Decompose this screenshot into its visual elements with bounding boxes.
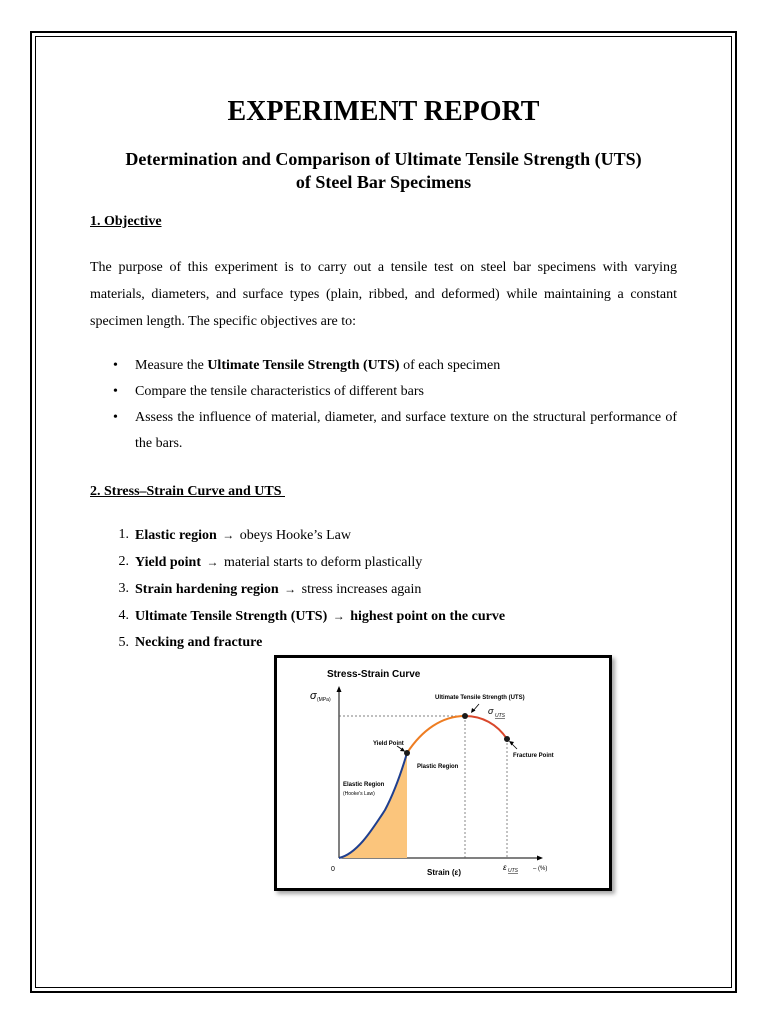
bullet-text: Assess the influence of material, diameter, and surface texture on the structural performance of the bars.	[135, 410, 677, 451]
curve-stage-item	[118, 576, 677, 603]
objective-paragraph: The purpose of this experiment is to carry out a tensile test on steel bar specimens with varying materials, diameters, and surface types (plain, ribbed, and deformed) while maintaining a constant specimen length. The specific objectives are to:	[90, 260, 677, 329]
elastic-region-fill	[339, 753, 407, 858]
objective-bullet	[135, 353, 677, 379]
item-bold-text: Necking and fracture	[135, 635, 263, 650]
item-number: 5.	[118, 635, 129, 650]
plastic-curve	[407, 716, 465, 753]
item-text: obeys Hooke’s Law	[239, 528, 351, 543]
eps-uts-symbol: ε	[503, 863, 507, 872]
item-bold-text: Elastic region	[135, 528, 217, 543]
item-number: 4.	[118, 608, 129, 623]
arrow-icon: →	[222, 528, 235, 542]
item-bold-text: Ultimate Tensile Strength (UTS)	[135, 609, 328, 624]
subtitle-line-1: Determination and Comparison of Ultimate Tensile Strength (UTS)	[125, 149, 642, 169]
objective-heading: 1. Objective	[90, 214, 162, 229]
item-bold-text: Strain hardening region	[135, 582, 279, 597]
report-subtitle	[90, 148, 677, 194]
x-axis-label: Strain (ε)	[427, 868, 462, 877]
item-bold-text: Yield point	[135, 555, 201, 570]
item-text: stress increases again	[301, 582, 422, 597]
arrow-icon: →	[206, 555, 219, 569]
curve-stage-item	[118, 630, 677, 656]
x-axis-unit: – (%)	[533, 866, 548, 872]
bullet-text: Measure the	[135, 358, 208, 373]
figure-title: Stress-Strain Curve	[327, 669, 421, 680]
stress-strain-diagram	[277, 658, 609, 888]
y-axis-arrowhead	[337, 686, 342, 692]
x-axis-arrowhead	[537, 856, 543, 861]
objective-bullet	[135, 405, 677, 457]
objective-bullet-list	[135, 353, 677, 457]
fracture-point-label: Fracture Point	[513, 753, 554, 759]
item-bold-text: highest point on the curve	[350, 609, 506, 624]
curve-stage-item	[118, 549, 677, 576]
report-title: EXPERIMENT REPORT	[227, 96, 540, 127]
uts-point-marker	[462, 713, 468, 719]
objective-bullet	[135, 379, 677, 405]
bullet-text: of each specimen	[399, 358, 501, 373]
arrow-icon: →	[332, 609, 345, 623]
necking-curve	[465, 716, 507, 739]
y-axis-unit: (MPa)	[317, 697, 331, 703]
item-number: 2.	[118, 554, 129, 569]
curve-stage-list	[118, 522, 677, 656]
elastic-region-sublabel: (Hooke's Law)	[343, 791, 375, 797]
item-number: 1.	[118, 527, 129, 542]
elastic-region-label: Elastic Region	[343, 782, 385, 788]
yield-point-marker	[404, 750, 410, 756]
eps-uts-sub: UTS	[508, 868, 518, 874]
stress-strain-figure	[274, 655, 612, 891]
y-axis-symbol: σ	[310, 690, 317, 702]
curve-stage-item	[118, 603, 677, 630]
arrow-icon: →	[284, 582, 297, 596]
sigma-uts-sub: UTS	[495, 713, 505, 719]
plastic-region-label: Plastic Region	[417, 764, 459, 770]
item-number: 3.	[118, 581, 129, 596]
bullet-text: Compare the tensile characteristics of different bars	[135, 384, 424, 399]
curve-section-heading: 2. Stress–Strain Curve and UTS	[90, 484, 285, 499]
sigma-uts-symbol: σ	[488, 706, 494, 716]
bullet-bold-text: Ultimate Tensile Strength (UTS)	[207, 358, 400, 373]
item-text: material starts to deform plastically	[224, 555, 423, 570]
uts-label: Ultimate Tensile Strength (UTS)	[435, 695, 525, 701]
origin-label: 0	[331, 866, 335, 873]
yield-point-label: Yield Point	[373, 741, 404, 747]
curve-stage-item	[118, 522, 677, 549]
subtitle-line-2: of Steel Bar Specimens	[295, 172, 472, 192]
